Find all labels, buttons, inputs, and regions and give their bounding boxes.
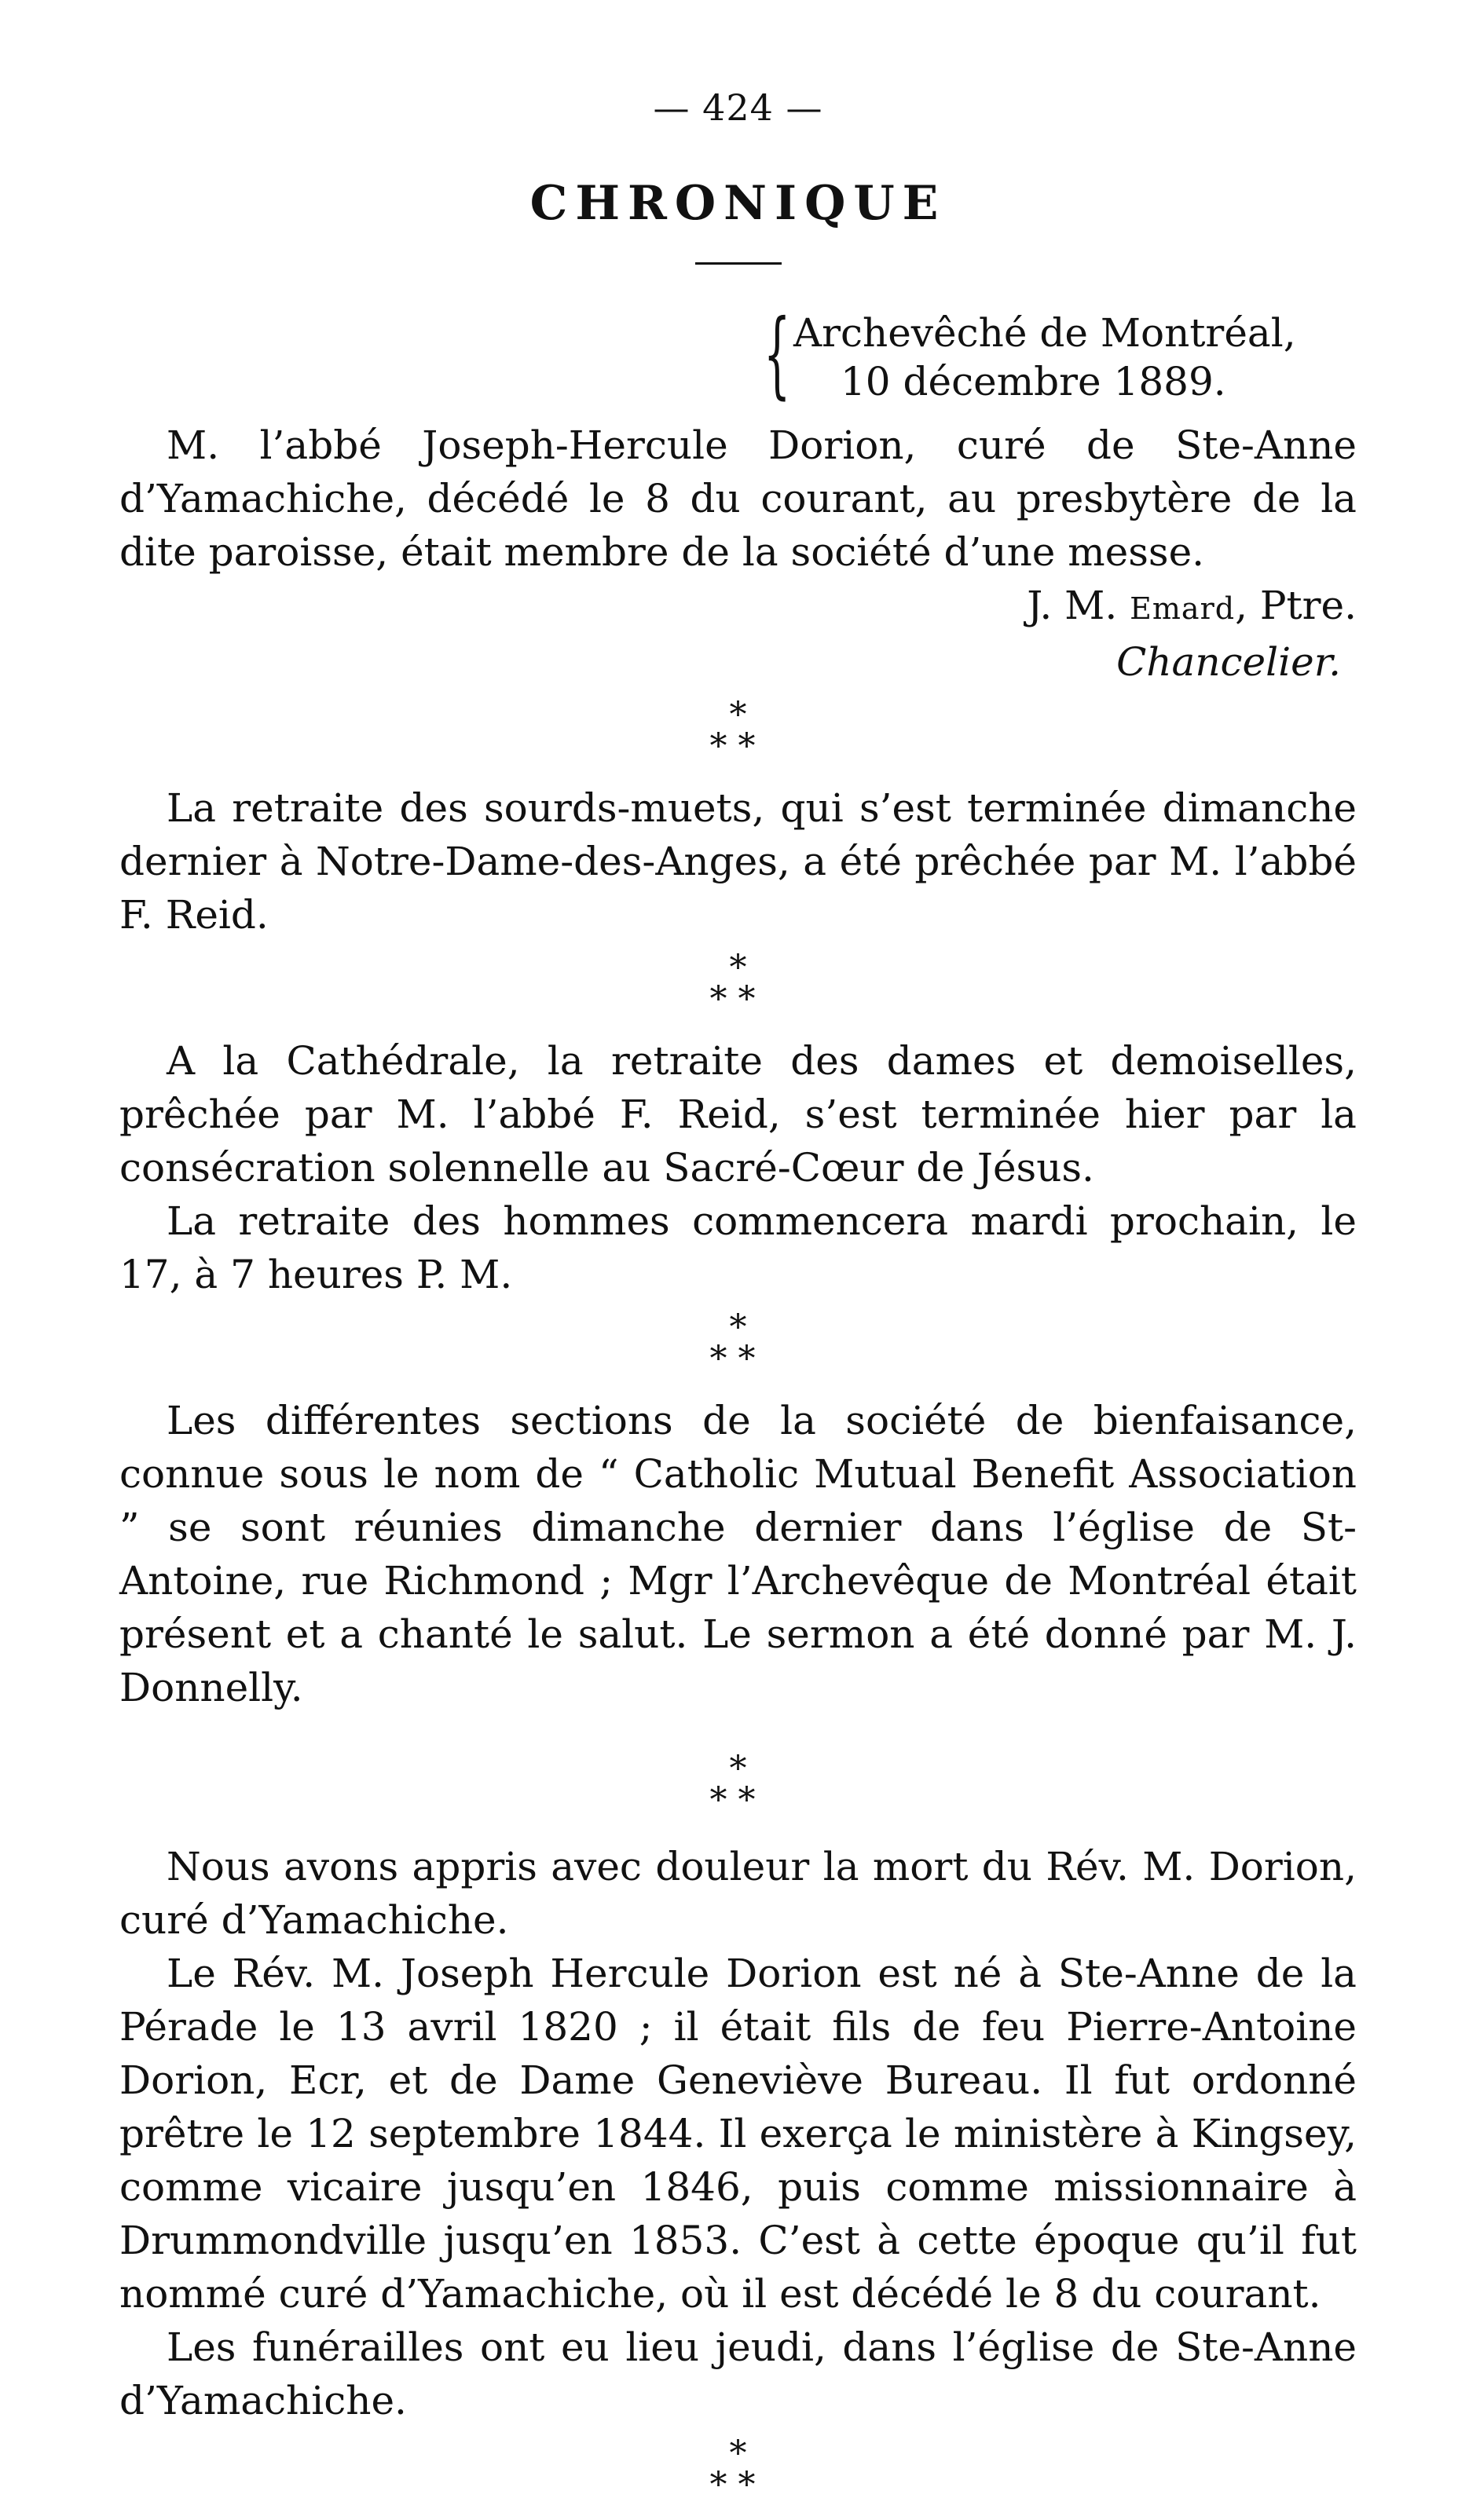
signature-role: Chancelier. [1116,639,1341,685]
brace-glyph: { [764,300,791,409]
asterism-bottom: ** [709,1780,767,1820]
asterism-top: * [729,948,747,988]
notice-dorion-death: Nous avons appris avec douleur la mort du Rév. M. Dorion, curé d’Yamachiche. [119,1844,1357,1943]
dateline-place: Archevêché de Montréal, [793,310,1296,356]
dateline [764,300,1357,409]
dateline-date: 10 décembre 1889. [841,359,1226,404]
asterism-2 [119,948,1357,1019]
signature-initials: J. M. [1027,583,1130,628]
title-rule [695,262,782,265]
notice-death-society: M. l’abbé Joseph-Hercule Dorion, curé de Ste-Anne d’Yamachiche, décédé le 8 du courant, au presbytère de la dite paroisse, était membre de la société d’une messe. [119,422,1357,575]
signature-surname: Emard [1130,591,1236,626]
signature-title: , Ptre. [1235,583,1357,628]
notice-cathedral-retreat: A la Cathédrale, la retraite des dames et demoiselles, prêchée par M. l’abbé F. Reid, s’est terminée hier par la consécration solennelle au Sacré-Cœur de Jésus. [119,1038,1357,1191]
asterism-bottom: ** [709,2465,767,2505]
asterism-bottom: ** [709,979,767,1019]
notice-dorion-biography: Le Rév. M. Joseph Hercule Dorion est né à Ste-Anne de la Pérade le 13 avril 1820 ; il était fils de feu Pierre-Antoine Dorion, Ecr, et de Dame Geneviève Bureau. Il fut ordonné prêtre le 12 septembre 1844. Il exerça le ministère à Kingsey, comme vicaire jusqu’en 1846, puis comme missionnaire à Drummondville jusqu’en 1853. C’est à cette époque qu’il fut nommé curé d’Yamachiche, où il est décédé le 8 du courant. [119,1951,1357,2317]
asterism-bottom: ** [709,1339,767,1379]
asterism-top: * [729,2434,747,2474]
page-title: CHRONIQUE [529,176,947,231]
asterism-bottom: ** [709,726,767,766]
signature [119,579,1357,635]
asterism-top: * [729,1308,747,1348]
asterism-1 [119,695,1357,766]
notice-benefit-association: Les différentes sections de la société de bienfaisance, connue sous le nom de “ Catholic Mutual Benefit Association ” se sont réunies dimanche dernier dans l’église de St-Antoine, rue Richmond ; Mgr l’Archevêque de Montréal était présent et a chanté le salut. Le sermon a été donné par M. J. Donnelly. [119,1398,1357,1710]
page [119,86,1357,2520]
asterism-3 [119,1308,1357,1379]
asterism-5 [119,2434,1357,2505]
notice-mens-retreat: La retraite des hommes commencera mardi prochain, le 17, à 7 heures P. M. [119,1198,1357,1297]
notice-dorion-funeral: Les funérailles ont eu lieu jeudi, dans l’église de Ste-Anne d’Yamachiche. [119,2324,1357,2423]
page-number: — 424 — [653,86,823,129]
asterism-top: * [729,1749,747,1789]
asterism-top: * [729,695,747,735]
asterism-4 [119,1749,1357,1820]
notice-deaf-retreat: La retraite des sourds-muets, qui s’est terminée dimanche dernier à Notre-Dame-des-Anges, a été prêchée par M. l’abbé F. Reid. [119,785,1357,938]
